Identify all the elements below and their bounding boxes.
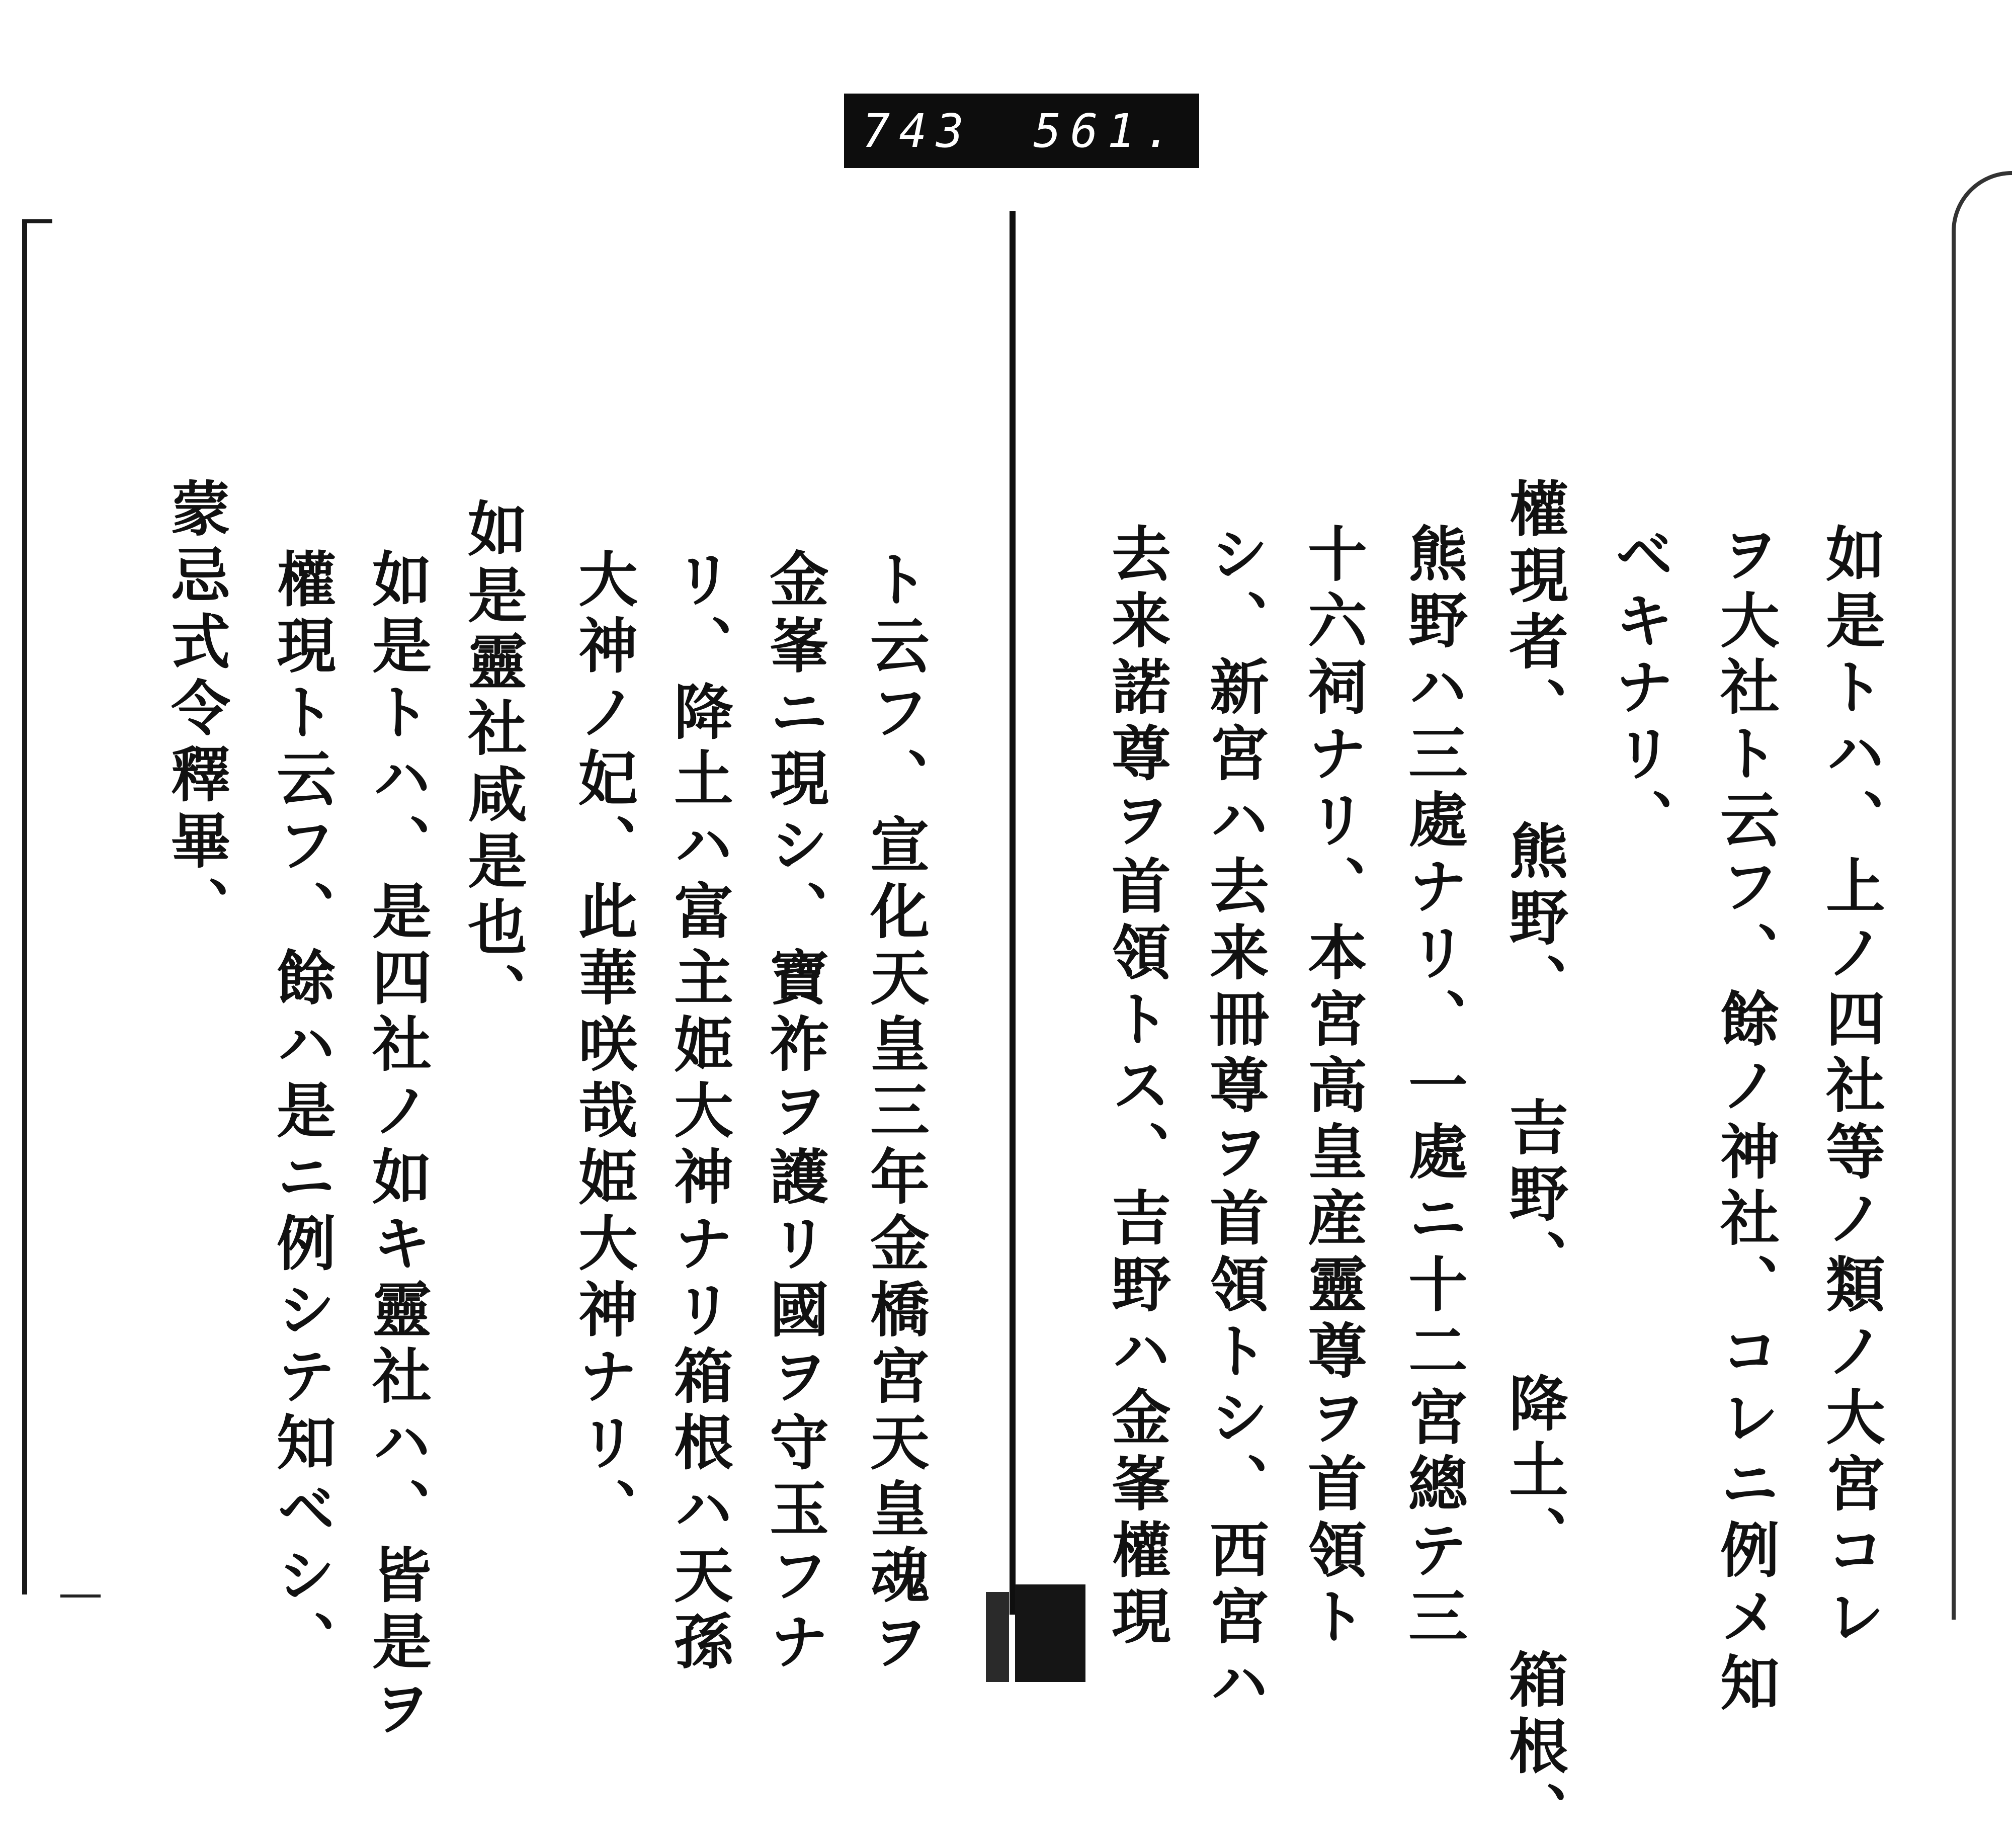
right-column-4: 權現者、 熊野、 吉野、 降土、 箱根、	[1499, 478, 1569, 1848]
label-left-number: 743	[862, 104, 973, 158]
right-column-7: シ、新宮ハ去来冊尊ヲ首領トシ、西宮ハ	[1200, 523, 1270, 1718]
left-page-edge	[22, 221, 27, 1594]
left-column-8: 蒙忌式令釋畢、	[161, 478, 231, 943]
book-spine	[1010, 211, 1016, 1615]
right-column-8: 去来諾尊ヲ首領トス、吉野ハ金峯權現	[1102, 523, 1171, 1652]
right-page-edge	[1952, 171, 2012, 1620]
left-column-2: 金峯ニ現シ、寶祚ヲ護リ國ヲ守玉フナ	[760, 548, 829, 1677]
right-column-6: 十六祠ナリ、本宮高皇産靈尊ヲ首領ト	[1298, 523, 1368, 1652]
left-page-corner	[22, 219, 52, 223]
spine-shadow	[986, 1592, 1009, 1682]
left-column-1: ト云フ、宣化天皇三年金橋宮天皇魂ヲ	[860, 548, 930, 1677]
right-column-5: 熊野ハ三處ナリ、一處ニ十二宮總テ三	[1398, 523, 1468, 1652]
left-column-3: リ、降土ハ富主姫大神ナリ箱根ハ天孫	[664, 548, 734, 1677]
left-column-4: 大神ノ妃、此華咲哉姫大神ナリ、	[568, 548, 638, 1544]
left-column-7: 權現ト云フ、餘ハ是ニ例シテ知ベシ、	[267, 548, 337, 1677]
right-column-2: ヲ大社ト云フ、餘ノ神社、コレニ例メ知	[1710, 523, 1780, 1718]
right-column-1: 如是トハ、上ノ四社等ノ類ノ大宮コレ	[1816, 523, 1886, 1652]
left-bottom-mark	[60, 1584, 101, 1598]
right-column-3: ベキナリ、	[1605, 523, 1674, 855]
left-column-6: 如是トハ、是四社ノ如キ靈社ハ、皆是ヲ	[362, 548, 432, 1743]
left-column-5: 如是靈社咸是也、	[458, 498, 528, 1029]
label-right-number: 561.	[1033, 104, 1181, 158]
archive-label	[844, 94, 1199, 168]
spine-binding	[1015, 1584, 1085, 1682]
